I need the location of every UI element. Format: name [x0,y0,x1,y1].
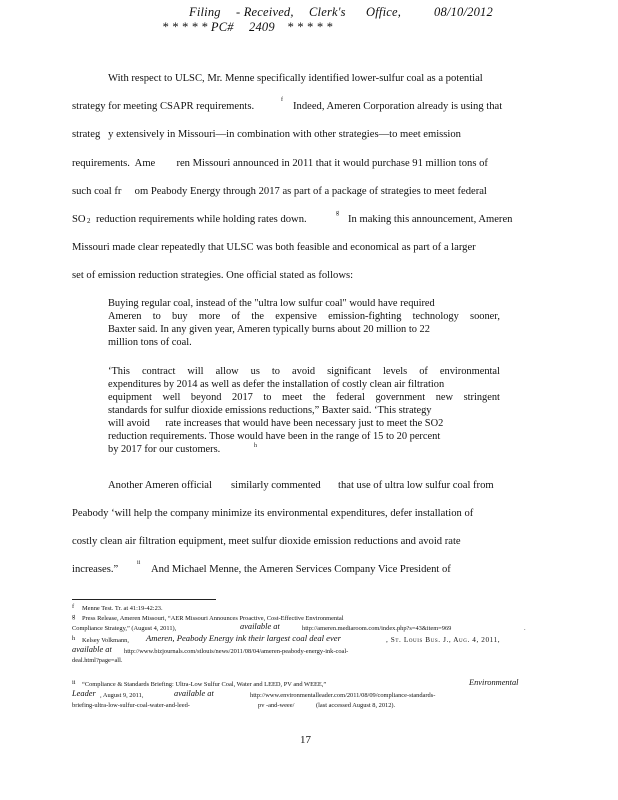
footnote-separator [72,599,216,600]
footnote-i-available: available at [174,689,214,698]
header-filing: Filing [189,5,221,19]
footnote-g-end: . [524,625,526,632]
quote2-line2: expenditures by 2014 as well as defer the installation of costly clean air filtration [108,379,445,390]
quote2-line6: reduction requirements. Those would have been in the range of 15 to 20 percent [108,431,441,442]
para1-line8: set of emission reduction strategies. One official stated as follows: [72,270,354,281]
footnote-mark-ii: ii [72,679,76,686]
footnote-i-url1[interactable]: http://www.environmentalleader.com/2011/08/09/compliance-standards- [250,692,436,699]
para1-line6a: reduction requirements while holding rates down. [96,214,307,225]
para2-line4b: And Michael Menne, the Ameren Services Company Vice President of [151,564,451,575]
footnote-g-url[interactable]: http://ameren.mediaroom.com/index.php?s=43&item=969 [302,625,452,632]
footnote-i-url2a[interactable]: briefing-ultra-low-sulfur-coal-water-and-leed- [72,702,190,709]
para2-line2: Peabody ‘will help the company minimize its environmental expenditures, defer installation of [72,508,474,519]
para1-so: SO [72,214,86,225]
para1-line3: strateg y extensively in Missouri—in combination with other strategies—to meet emission [72,129,461,140]
footnote-i-accessed: (last accessed August 8, 2012). [316,702,396,709]
footnote-ref-h: h [254,443,257,449]
footnote-mark-f: f [72,603,75,610]
quote1-line4: million tons of coal. [108,337,192,348]
footnote-g-available: available at [240,622,280,631]
quote1-line3: Baxter said. In any given year, Ameren typically burns about 20 million to 22 [108,324,430,335]
footnote-h-title: Ameren, Peabody Energy ink their largest coal deal ever [146,633,341,643]
quote1-line1: Buying regular coal, instead of the "ultra low sulfur coal" would have required [108,298,435,309]
quote2-line1: ‘This contract will allow us to avoid significant levels of environmental [108,366,500,377]
header-clerk: Clerk's [309,5,346,19]
footnote-h-source: , St. Louis Bus. J., Aug. 4, 2011, [386,636,501,644]
para1-line1: With respect to ULSC, Mr. Menne specifically identified lower-sulfur coal as a potential [108,73,483,84]
header-pc-number: 2409 [249,20,275,34]
footnote-h-url1[interactable]: http://www.bizjournals.com/stlouis/news/2011/08/04/ameren-peabody-energy-ink-coal- [124,648,349,655]
footnote-g-line1: Press Release, Ameren Missouri, “AER Missouri Announces Proactive, Cost-Effective Environmental [82,615,344,622]
para1-so-subscript: 2 [87,217,91,225]
footnote-i-journal-b: Leader [72,689,96,698]
footnote-h-available: available at [72,645,112,654]
footnote-i-line1: “Compliance & Standards Briefing: Ultra-Low Sulfur Coal, Water and LEED, PV and WEEE,” [82,681,327,688]
para1-line2b: Indeed, Ameren Corporation already is using that [293,101,503,112]
header-office: Office, [366,5,402,19]
header-date: 08/10/2012 [434,5,493,19]
footnote-h-url2[interactable]: deal.html?page=all. [72,657,123,664]
para2-line1c: that use of ultra low sulfur coal from [338,480,494,491]
header-pc-prefix: * * * * * PC# [162,20,234,34]
header-pc-suffix: * * * * * [287,20,333,34]
footnote-i-date: , August 9, 2011, [100,692,144,699]
quote1-line2: Ameren to buy more of the expensive emission-fighting technology sooner, [108,311,500,322]
footnote-ref-ii: ii [137,560,141,566]
quote2-line4: standards for sulfur dioxide emissions reductions,” Baxter said. ‘This strategy [108,405,432,416]
footnote-h-author: Kelsey Volkmann, [82,637,129,644]
para1-line2a: strategy for meeting CSAPR requirements. [72,101,255,112]
page-number: 17 [300,734,311,746]
para2-line4a: increases.” [72,564,119,575]
footnote-mark-h: h [72,635,76,642]
header-received: - Received, [236,5,294,19]
footnote-i-url2b[interactable]: pv -and-weee/ [258,702,295,709]
para1-line4: requirements. Ame ren Missouri announced in 2011 that it would purchase 91 million tons of [72,158,488,169]
para2-line1a: Another Ameren official [108,480,212,491]
footnote-ref-g: g [336,210,339,216]
para2-line3: costly clean air filtration equipment, meet sulfur dioxide emission reductions and avoid rate [72,536,461,547]
para1-line6b: In making this announcement, Ameren [348,214,513,225]
footnote-i-journal-a: Environmental [469,678,519,687]
footnote-mark-g: g [72,613,76,620]
para2-line1b: similarly commented [231,480,321,491]
quote2-line3: equipment well beyond 2017 to meet the federal government new stringent [108,392,500,403]
footnote-ref-f: f [281,97,283,103]
para1-line5: such coal fr om Peabody Energy through 2017 as part of a package of strategies to meet federal [72,186,487,197]
footnote-g-line2: Compliance Strategy,” (August 4, 2011), [72,625,177,632]
footnote-f-text: Menne Test. Tr. at 41:19-42:23. [82,605,163,612]
quote2-line5: will avoid rate increases that would have been necessary just to meet the SO2 [108,418,444,429]
quote2-line7: by 2017 for our customers. [108,444,221,455]
para1-line7: Missouri made clear repeatedly that ULSC was both feasible and economical as part of a larger [72,242,476,253]
